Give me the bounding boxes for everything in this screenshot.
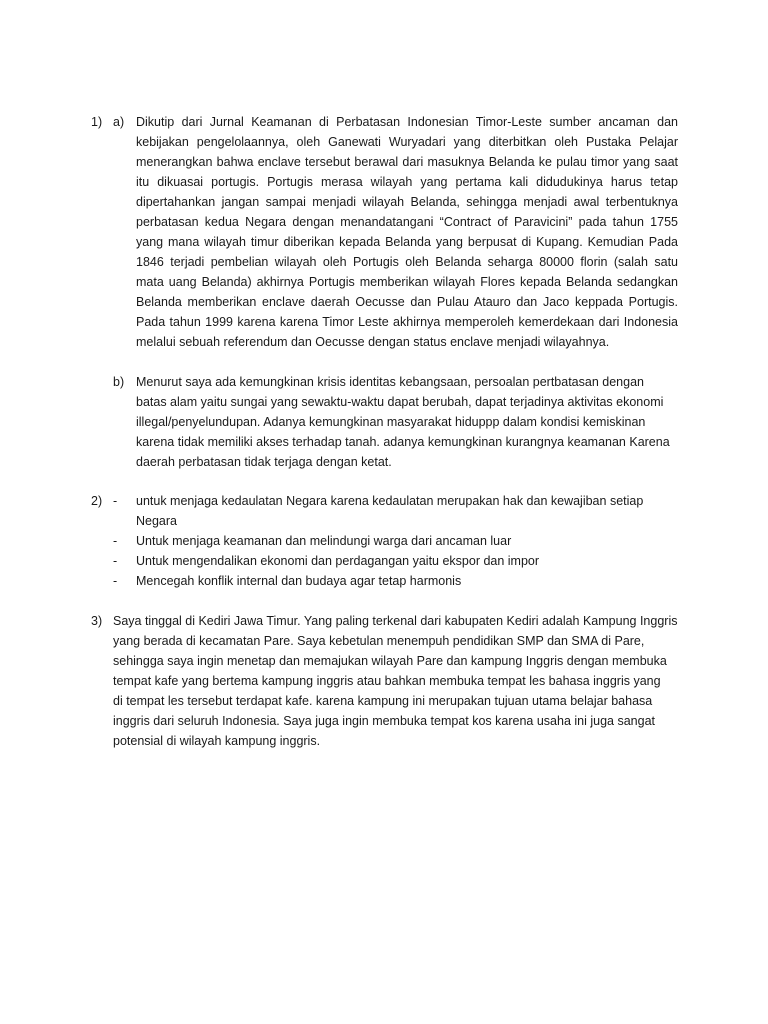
list-item [0, 531, 768, 551]
item-a-line: perbatasan kedua Negara dengan menandatangani “Contract of Paravicini” pada tahun 1755 [136, 215, 678, 229]
section-3-line: sehingga saya ingin menetap dan memajukan wilayah Pare dan kampung Inggris dengan membuka [113, 654, 667, 668]
item-b-paragraph [136, 372, 678, 472]
item-b-label: b) [113, 375, 125, 389]
item-b-line: Menurut saya ada kemungkinan krisis identitas kebangsaan, persoalan pertbatasan dengan [136, 375, 644, 389]
section-2 [0, 491, 768, 591]
item-a-line: mata uang Belanda) akhirnya Portugis memberikan wilayah Flores kepada Belanda sedangkan [136, 275, 678, 289]
list-dash: - [113, 574, 118, 588]
list-item-line: Mencegah konflik internal dan budaya agar tetap harmonis [136, 574, 462, 588]
list-item-text [136, 571, 676, 591]
list-dash: - [113, 554, 118, 568]
item-a-line: Belanda memberikan enclave daerah Oecusse dan Pulau Atauro dan Jaco keppada Portugis. [136, 295, 678, 309]
section-3-line: inggris dari seluruh Indonesia. Saya juga ingin membuka tempat kos karena usaha ini juga sangat [113, 714, 655, 728]
section-3-line: yang berada di kecamatan Pare. Saya kebetulan menempuh pendidikan SMP dan SMA di Pare, [113, 634, 645, 648]
list-item [0, 571, 768, 591]
item-a-line: dipertahankan jangan sampai menjadi wilayah Belanda, sehingga menjadi awal terbentuknya [136, 195, 678, 209]
item-a-line: itu dikuasai portugis. Portugis merasa wilayah yang pertama kali didudukinya harus tetap [136, 175, 678, 189]
item-b-line: karena tidak memiliki akses terhadap tanah. adanya kemungkinan kurangnya keamanan Karena [136, 435, 670, 449]
item-a-line: Dikutip dari Jurnal Keamanan di Perbatasan Indonesian Timor-Leste sumber ancaman dan [136, 115, 678, 129]
section-3 [0, 611, 768, 751]
item-b-line: illegal/penyelundupan. Adanya kemungkinan masyarakat hiduppp dalam kondisi kemiskinan [136, 415, 646, 429]
section-1 [0, 112, 768, 352]
list-dash: - [113, 534, 118, 548]
item-a-line: 1846 terjadi pembelian wilayah oleh Portugis oleh Belanda seharga 80000 florin (salah satu [136, 255, 678, 269]
list-item [0, 491, 768, 531]
item-a-line: kebijakan pengelolaannya, oleh Ganewati Wuryadari yang diterbitkan oleh Pustaka Pelajar [136, 135, 678, 149]
section-3-line: tempat kafe yang bertema kampung inggris atau bahkan membuka tempat les bahasa inggris yang [113, 674, 661, 688]
section-3-line: potensial di wilayah kampung inggris. [113, 734, 321, 748]
section-2-list [0, 491, 768, 591]
list-item-text [136, 551, 676, 571]
item-a-line: Pada tahun 1999 karena karena Timor Leste akhirnya memperoleh kemerdekaan dari Indonesia [136, 315, 678, 329]
section-3-paragraph [113, 611, 683, 751]
section-2-number: 2) [91, 494, 103, 508]
item-a-line: menerangkan bahwa enclave tersebut berawal dari masuknya Belanda ke pulau timor yang saat [136, 155, 678, 169]
section-3-number: 3) [91, 614, 103, 628]
section-3-line: Saya tinggal di Kediri Jawa Timur. Yang paling terkenal dari kabupaten Kediri adalah Kampung Inggris [113, 614, 678, 628]
section-1-item-b [0, 372, 768, 472]
section-1-number: 1) [91, 115, 103, 129]
list-item-text [136, 531, 676, 551]
item-b-line: batas alam yaitu sungai yang sewaktu-waktu dapat berubah, dapat terjadinya aktivitas ekonomi [136, 395, 664, 409]
section-3-line: di tempat les tersebut terdapat kafe. karena kampung ini merupakan tujuan utama belajar bahasa [113, 694, 653, 708]
list-item-line: Negara [136, 514, 177, 528]
list-item-line: untuk menjaga kedaulatan Negara karena kedaulatan merupakan hak dan kewajiban setiap [136, 494, 644, 508]
list-dash: - [113, 494, 118, 508]
list-item-text [136, 491, 676, 531]
item-a-line: yang mana wilayah timur diberikan kepada Belanda yang berpusat di Kupang. Kemudian Pada [136, 235, 678, 249]
item-a-line: melalui sebuah referendum dan Oecusse dengan status enclave menjadi wilayahnya. [136, 335, 610, 349]
item-a-label: a) [113, 115, 125, 129]
item-b-line: daerah perbatasan tidak terjaga dengan ketat. [136, 455, 392, 469]
list-item-line: Untuk mengendalikan ekonomi dan perdagangan yaitu ekspor dan impor [136, 554, 540, 568]
item-a-paragraph [136, 112, 678, 352]
list-item [0, 551, 768, 571]
list-item-line: Untuk menjaga keamanan dan melindungi warga dari ancaman luar [136, 534, 512, 548]
